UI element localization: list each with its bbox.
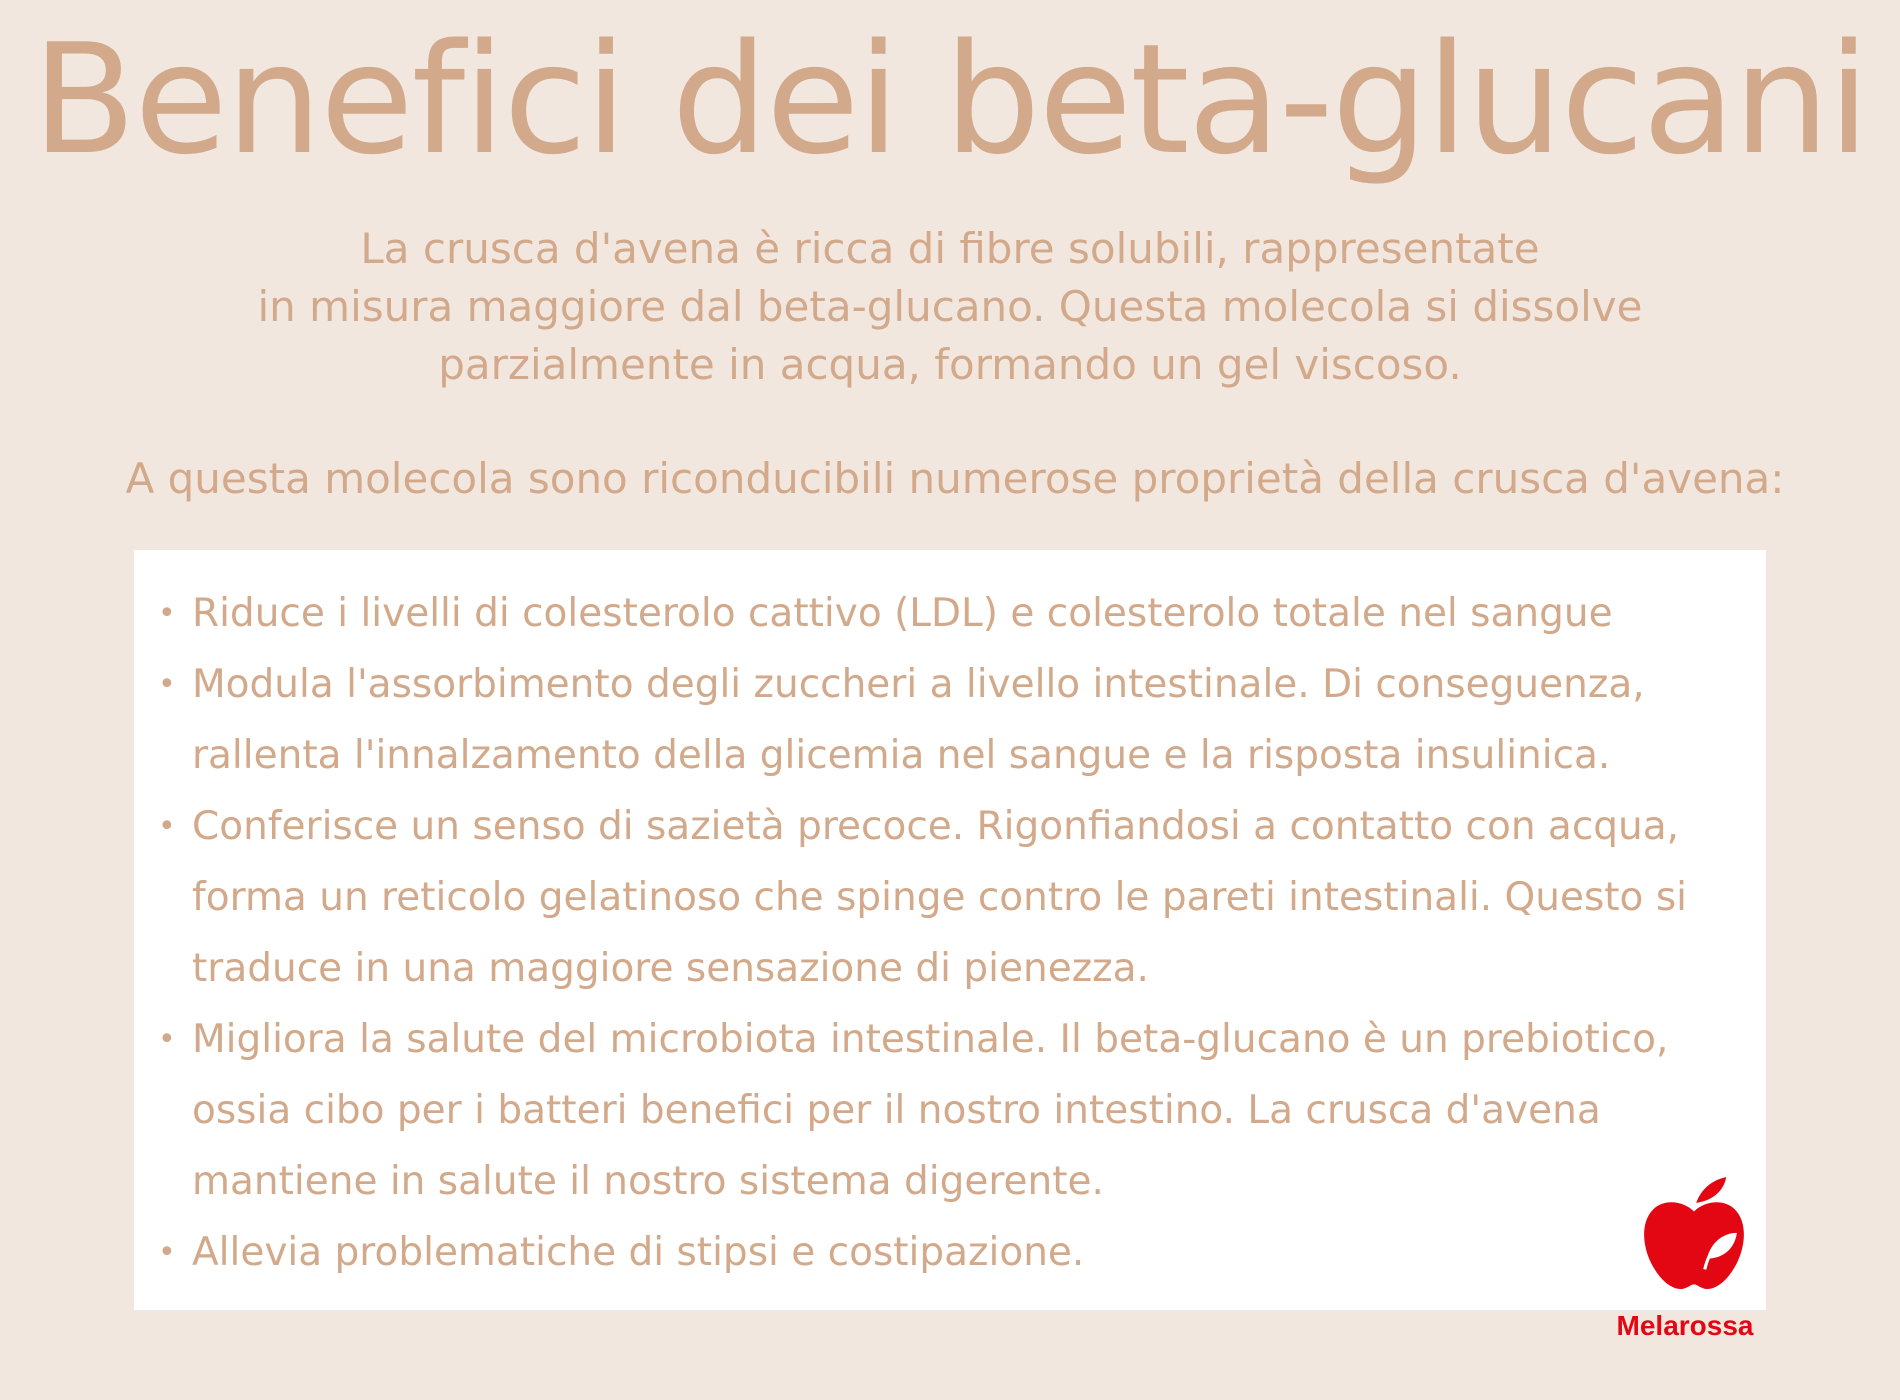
list-item	[146, 649, 1706, 791]
list-item	[146, 791, 1706, 1004]
benefit-text: Migliora la salute del microbiota intestinale. Il beta-glucano è un prebiotico, ossia cibo per i batteri benefici per il nostro intestino. La crusca d'avena mantiene in salute il nostro sistema digerente.	[192, 1017, 1669, 1204]
benefit-text: Conferisce un senso di sazietà precoce. Rigonfiandosi a contatto con acqua, forma un reticolo gelatinoso che spinge contro le pareti intestinali. Questo si traduce in una maggiore sensazione di pienezza.	[192, 804, 1687, 991]
intro-paragraph	[150, 220, 1750, 394]
benefit-text: Riduce i livelli di colesterolo cattivo (LDL) e colesterolo totale nel sangue	[192, 591, 1613, 636]
intro-line: parzialmente in acqua, formando un gel viscoso.	[438, 340, 1462, 389]
benefit-text: Modula l'assorbimento degli zuccheri a livello intestinale. Di conseguenza, rallenta l'innalzamento della glicemia nel sangue e la risposta insulinica.	[192, 662, 1645, 778]
intro-line: in misura maggiore dal beta-glucano. Questa molecola si dissolve	[257, 282, 1643, 331]
logo-text: Melarossa	[1616, 1310, 1754, 1341]
bullet-icon: •	[158, 1022, 176, 1057]
apple-icon	[1640, 1175, 1748, 1293]
benefits-list	[146, 578, 1706, 1288]
page-title: Benefici dei beta-glucani	[32, 11, 1868, 188]
benefits-panel	[134, 550, 1766, 1310]
benefit-text: Allevia problematiche di stipsi e costipazione.	[192, 1230, 1085, 1275]
intro-line: La crusca d'avena è ricca di fibre solubili, rappresentate	[360, 224, 1540, 273]
lead-sentence: A questa molecola sono riconducibili numerose proprietà della crusca d'avena:	[125, 454, 1785, 503]
bullet-icon: •	[158, 1235, 176, 1270]
list-item	[146, 578, 1706, 649]
list-item	[146, 1217, 1706, 1288]
list-item	[146, 1004, 1706, 1217]
bullet-icon: •	[158, 596, 176, 631]
melarossa-logo	[1600, 1175, 1770, 1345]
bullet-icon: •	[158, 809, 176, 844]
bullet-icon: •	[158, 667, 176, 702]
